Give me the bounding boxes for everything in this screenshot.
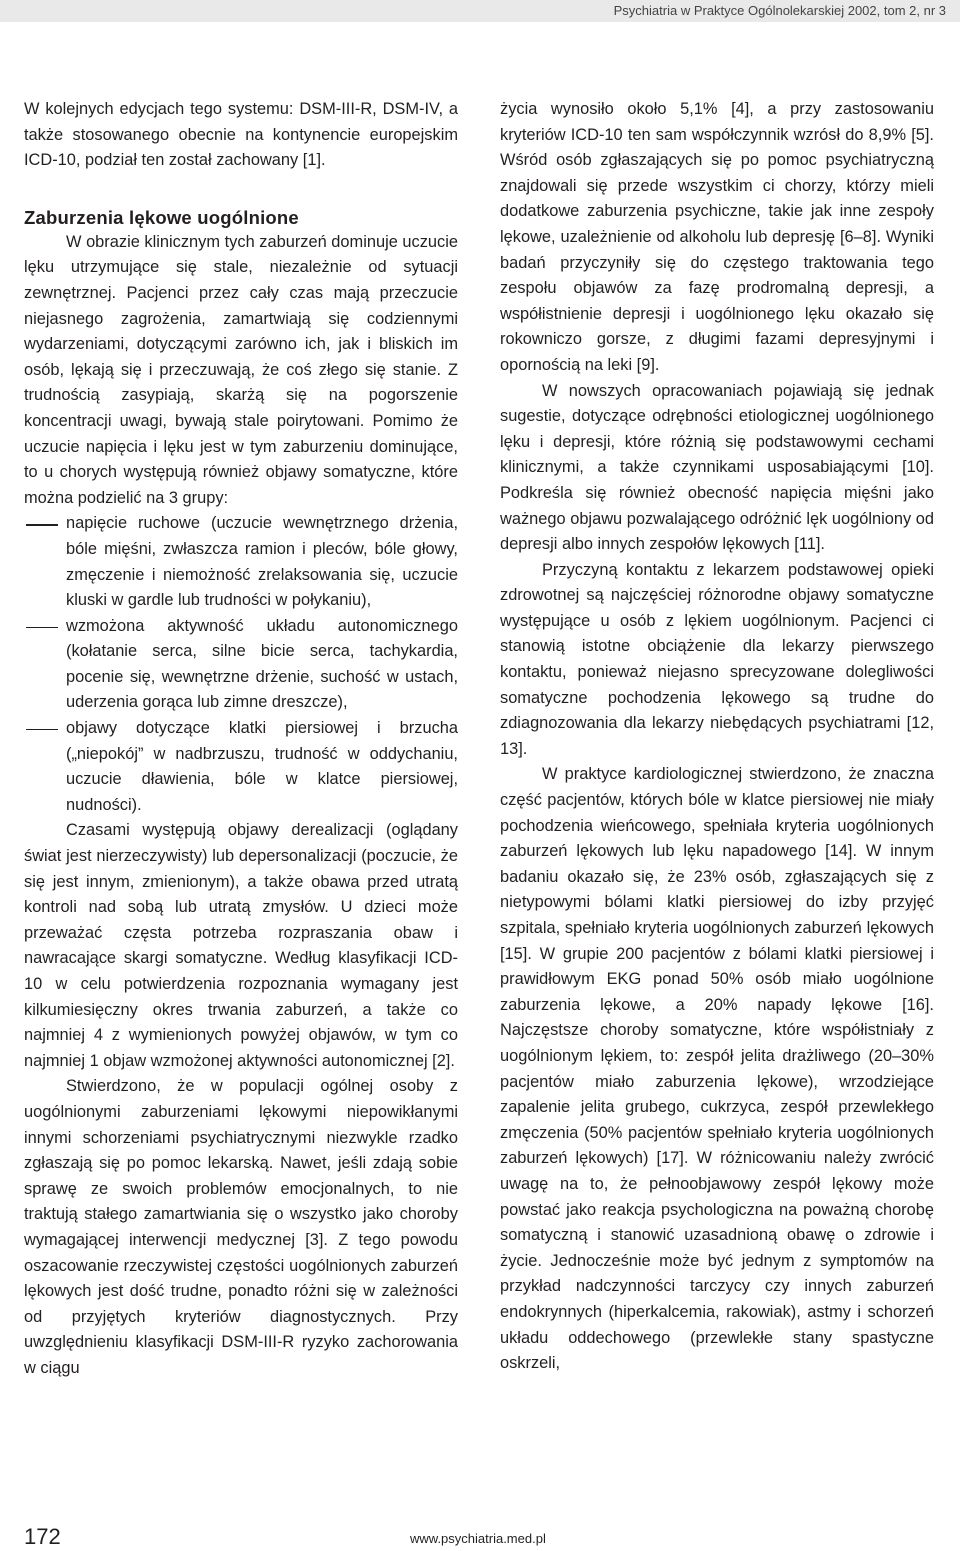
right-column [500, 97, 934, 1377]
footer-url[interactable]: www.psychiatria.med.pl [410, 1531, 546, 1546]
paragraph: życia wynosiło około 5,1% [4], a przy zastosowaniu kryteriów ICD-10 ten sam współczynnik wzrósł do 8,9% [5]. Wśród osób zgłaszających się po pomoc psychiatryczną znajdowali się przede wszystkim ci chorzy, którzy mieli dodatkowe zaburzenia psychiczne, takie jak inne zespoły lękowe, uzależnienie od alkoholu lub depresję [6–8]. Wyniki badań przyczyniły się do częstego traktowania tego zespołu objawów za fazę prodromalną depresji, a współistnienie depresji i uogólnionego lęku okazało się rokowniczo gorsze, z długimi fazami depresyjnymi i opornością na leki [9]. [500, 100, 934, 374]
list-item: objawy dotyczące klatki piersiowej i brzucha („niepokój” w nadbrzuszu, trudność w oddychaniu, uczucie dławienia, bóle w klatce piersiowej, nudności). [24, 716, 458, 818]
section-heading: Zaburzenia lękowe uogólnione [24, 206, 299, 228]
paragraph: Przyczyną kontaktu z lekarzem podstawowej opieki zdrowotnej są najczęściej różnorodne objawy somatyczne występujące u osób z lękiem uogólnionym. Pacjenci ci stanowią istotne obciążenie dla lekarzy pierwszego kontaktu, ponieważ niejasno sprecyzowane dolegliwości somatyczne pochodzenia lękowego są trudne do zdiagnozowania dla lekarzy niebędących psychiatrami [12, 13]. [500, 560, 934, 758]
paragraph: Czasami występują objawy derealizacji (oglądany świat jest nierzeczywisty) lub depersonalizacji (poczucie, że się jest innym, zmienionym), a także obawa przed utratą kontroli nad sobą lub utratą zmysłów. U dzieci może przeważać częsta potrzeba rozpraszania obaw i nawracające skargi somatyczne. Według klasyfikacji ICD-10 w celu potwierdzenia rozpoznania wymagany jest kilkumiesięczny okres trwania zaburzeń, a także co najmniej 4 z wymienionych powyżej objawów, w tym co najmniej 1 objaw wzmożonej aktywności autonomicznej [2]. [24, 821, 458, 1070]
paragraph: W praktyce kardiologicznej stwierdzono, że znaczna część pacjentów, których bóle w klatce piersiowej nie miały pochodzenia wieńcowego, spełniała kryteria uogólnionych zaburzeń lękowych lub lęku napadowego [14]. W innym badaniu okazało się, że 23% osób, zgłaszających się z nietypowymi bólami klatki piersiowej do izby przyjęć szpitala, spełniało kryteria uogólnionych zaburzeń lękowych [15]. W grupie 200 pacjentów z bólami klatki piersiowej i prawidłowym EKG ponad 50% osób miało uogólnione zaburzenia lękowe, a 20% napady lękowe [16]. Najczęstsze choroby somatyczne, które współistniały z uogólnionym lękiem, to: zespół jelita drażliwego (20–30% pacjentów miało zaburzenia lękowe), wrzodziejące zapalenie jelita grubego, cukrzyca, zespół przewlekłego zmęczenia (50% pacjentów spełniało kryteria uogólnionych zaburzeń lękowych) [17]. W różnicowaniu należy zwrócić uwagę na to, że pełnoobjawowy zespół lękowy może powstać jako reakcja psychologiczna na poważną chorobę somatyczną i stanowić uzasadnioną obawę o zdrowie i życie. Jednocześnie może być jednym z symptomów na przykład nadczynności tarczycy czy innych zaburzeń endokrynnych (hiperkalcemia, rakowiak), astmy i schorzeń układu oddechowego (przewlekłe stany spastyczne oskrzeli, [500, 765, 934, 1373]
paragraph: W nowszych opracowaniach pojawiają się jednak sugestie, dotyczące odrębności etiologicznej uogólnionego lęku i depresji, które różnią się podstawowymi cechami klinicznymi, a także czynnikami usposabiającymi [10]. Podkreśla się również obecność napięcia mięśni jako ważnego objawu pozwalającego odróżnić lęk uogólniony od depresji albo innych zespołów lękowych [11]. [500, 381, 934, 554]
symptom-list [24, 511, 458, 818]
list-item: wzmożona aktywność układu autonomicznego (kołatanie serca, silne bicie serca, tachykardia, pocenie się, wewnętrzne drżenie, suchość w ustach, uderzenia gorąca lub zimne dreszcze), [24, 614, 458, 716]
list-item: napięcie ruchowe (uczucie wewnętrznego drżenia, bóle mięśni, zwłaszcza ramion i pleców, bóle głowy, zmęczenie i niemożność zrelaksowania się, uczucie kluski w gardle lub trudności w połykaniu), [24, 511, 458, 613]
running-header [0, 0, 960, 22]
left-column [24, 97, 458, 1382]
journal-title: Psychiatria w Praktyce Ogólnolekarskiej 2002, tom 2, nr 3 [613, 3, 946, 18]
page-number: 172 [24, 1524, 61, 1549]
paragraph-intro: W kolejnych edycjach tego systemu: DSM-III-R, DSM-IV, a także stosowanego obecnie na kontynencie europejskim ICD-10, podział ten został zachowany [1]. [24, 100, 458, 170]
paragraph: W obrazie klinicznym tych zaburzeń dominuje uczucie lęku utrzymujące się stale, niezależnie od sytuacji zewnętrznej. Pacjenci przez cały czas mają przeczucie niejasnego zagrożenia, zamartwiają się codziennymi wydarzeniami, dotyczącymi zarówno ich, jak i bliskich im osób, lękają się i przeczuwają, że coś złego się stanie. Z trudnością zasypiają, skarżą się na pogorszenie koncentracji uwagi, bywają stale poirytowani. Pomimo że uczucie napięcia i lęku jest w tym zaburzeniu dominujące, to u chorych występują również objawy somatyczne, które można podzielić na 3 grupy: [24, 232, 458, 507]
paragraph: Stwierdzono, że w populacji ogólnej osoby z uogólnionymi zaburzeniami lękowymi niepowikłanymi innymi schorzeniami psychiatrycznymi niezwykle rzadko zgłaszają się po pomoc lekarską. Nawet, jeśli zdają sobie sprawę ze swoich problemów emocjonalnych, to nie traktują stałego zamartwiania się o wszystko jako choroby wymagającej interwencji medycznej [3]. Z tego powodu oszacowanie rzeczywistej częstości uogólnionych zaburzeń lękowych jest dość trudne, ponadto różni się w zależności od przyjętych kryteriów diagnostycznych. Przy uwzględnieniu klasyfikacji DSM-III-R ryzyko zachorowania w ciągu [24, 1077, 458, 1377]
